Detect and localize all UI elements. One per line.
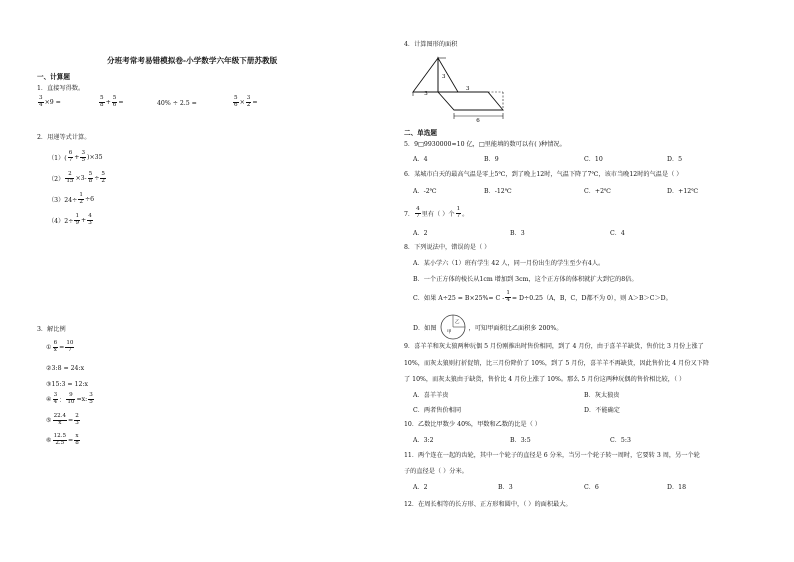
q10-option-a[interactable]: A．3:2: [413, 437, 434, 444]
question-5: 5．9□9930000≈10 亿，□里能填的数可以有( )种情况。: [404, 141, 566, 148]
q1-item-b: $\frac{5}{8}$ + $\frac{5}{6}$ =: [100, 95, 124, 108]
pie-label: 甲: [446, 330, 452, 335]
question-9-line-1: 9．喜羊羊和灰太狼两种玩偶 5 月份刚推出时售价相同，到了 4 月份，由于喜羊羊缺货，售价比 3 月份上涨了: [404, 343, 704, 350]
q6-option-a[interactable]: A．-2℃: [413, 188, 437, 195]
question-4: 4．计算图形的面积: [404, 41, 458, 48]
q11-option-c[interactable]: C．6: [584, 484, 599, 491]
q3-item-3: ③15:3 = 12:x: [46, 381, 89, 388]
question-12: 12．在周长相等的长方形、正方形和圆中，（ ）的面积最大。: [404, 501, 572, 508]
fraction: $\frac{3}{4}$: [39, 95, 43, 108]
q1-item-c: 40% ÷ 2.5 =: [157, 100, 197, 107]
q5-option-a[interactable]: A．4: [413, 156, 428, 163]
q3-item-5: ⑤ $\frac{22.4}{x}$ = $\frac{2}{3}$: [46, 413, 79, 426]
q2-item-1: （1）( $\frac{6}{7}$ + $\frac{3}{5}$ )×35: [48, 150, 103, 163]
question-8: 8．下列说法中，错误的是（ ）: [404, 244, 491, 251]
question-3: 3．解比例: [37, 326, 66, 333]
question-11-line-2: 子的直径是（ ）分米。: [404, 468, 468, 475]
q11-option-d[interactable]: D．18: [667, 484, 687, 491]
section-heading-choice: 二、单选题: [404, 129, 437, 137]
q10-option-b[interactable]: B．3:5: [510, 437, 531, 444]
q2-item-4: （4）2÷ $\frac{1}{9}$ + $\frac{4}{3}$: [48, 213, 92, 226]
q11-option-b[interactable]: B．3: [498, 484, 513, 491]
section-heading-calc: 一、计算题: [37, 73, 70, 81]
q6-option-c[interactable]: C．+2℃: [584, 188, 611, 195]
q3-item-1: ① $\frac{6}{x}$ = $\frac{10}{7}$: [46, 340, 74, 353]
q7-option-a[interactable]: A．2: [413, 230, 428, 237]
dim-label: 3: [442, 74, 446, 80]
pie-figure: [439, 313, 467, 341]
question-1: 1．直接写得数。: [37, 85, 85, 92]
question-7: 7． $\frac{4}{7}$ 里有（ ）个 $\frac{1}{7}$ 。: [404, 206, 469, 219]
q8-option-c[interactable]: C．如果 A÷25 = B×25%= C - $\frac{1}{4}$ = D÷0.25（A，B，C，D都不为 0），则 A＞B＞C＞D。: [413, 290, 672, 303]
question-6: 6．某城市白天的最高气温是零上5℃，到了晚上12时，气温下降了7℃，该市当晚12时的气温是（ ）: [404, 171, 683, 178]
q6-option-b[interactable]: B．-12℃: [484, 188, 512, 195]
q5-option-b[interactable]: B．9: [484, 156, 499, 163]
q10-option-c[interactable]: C．5:3: [610, 437, 631, 444]
q9-option-a[interactable]: A．喜羊羊贵: [413, 392, 449, 399]
q9-option-c[interactable]: C．两者售价相同: [413, 407, 462, 414]
q1-item-a: $\frac{3}{4}$ ×9 =: [39, 95, 61, 108]
q5-option-d[interactable]: D．5: [667, 156, 683, 163]
q8-option-a[interactable]: A．某小学六（1）班有学生 42 人，同一月份出生的学生至少有4人。: [413, 260, 605, 267]
composite-shape-figure: [408, 54, 518, 124]
question-9-line-2: 10%，而灰太狼则打折促销，比三月份降价了 10%，到了 5 月份，喜羊羊不再缺货，因此售价比 4 月份又下降: [404, 360, 710, 367]
q3-item-6: ⑥ $\frac{12.5}{2.5}$ = $\frac{x}{8}$: [46, 433, 79, 446]
q8-option-d[interactable]: D．如图 乙 甲 ，可知甲面积比乙面积多 200%。: [413, 313, 562, 341]
dim-label: 6: [476, 118, 480, 124]
q11-option-a[interactable]: A．2: [413, 484, 428, 491]
question-10: 10．乙数比甲数少 40%，甲数和乙数的比是（ ）: [404, 421, 541, 428]
page-title: 分班考常考易错模拟卷-小学数学六年级下册苏教版: [107, 56, 278, 65]
q7-option-c[interactable]: C．4: [610, 230, 625, 237]
q2-item-3: （3）24÷ $\frac{1}{2}$ ÷6: [48, 192, 95, 205]
q8-option-b[interactable]: B．一个正方体的棱长从1cm 增加到 3cm，这个正方体的体积就扩大到它的8倍。: [413, 276, 638, 283]
dim-label: 3: [424, 91, 428, 97]
q1-item-d: $\frac{5}{6}$ × $\frac{3}{2}$ =: [234, 95, 258, 108]
q2-item-2: （2） $\frac{2}{15}$ ×3- $\frac{5}{8}$ ÷ $\frac{5}{2}$: [48, 171, 105, 184]
q3-item-4: ④ $\frac{3}{4}$ ： $\frac{9}{10}$ =x: $\frac{3}{5}$: [46, 392, 93, 405]
q5-option-c[interactable]: C．10: [584, 156, 603, 163]
q7-option-b[interactable]: B．3: [510, 230, 525, 237]
dim-label: 3: [466, 86, 470, 92]
q9-option-d[interactable]: D．不能确定: [584, 407, 620, 414]
q3-item-2: ②3:8 = 24:x: [46, 365, 85, 372]
q9-option-b[interactable]: B．灰太狼贵: [584, 392, 620, 399]
q6-option-d[interactable]: D．+12℃: [667, 188, 699, 195]
question-11-line-1: 11．两个连在一起的齿轮，其中一个轮子的直径是 6 分米，当另一个轮子转一周时，它要转 3 周，另一个轮: [404, 452, 700, 459]
pie-label: 乙: [454, 320, 460, 325]
question-2: 2．用递等式计算。: [37, 134, 91, 141]
question-9-line-3: 了 10%，而灰太狼由于缺货，售价比 4 月份上涨了 10%。那么 5 月份这两种玩偶的售价相比较，（ ）: [404, 376, 686, 383]
